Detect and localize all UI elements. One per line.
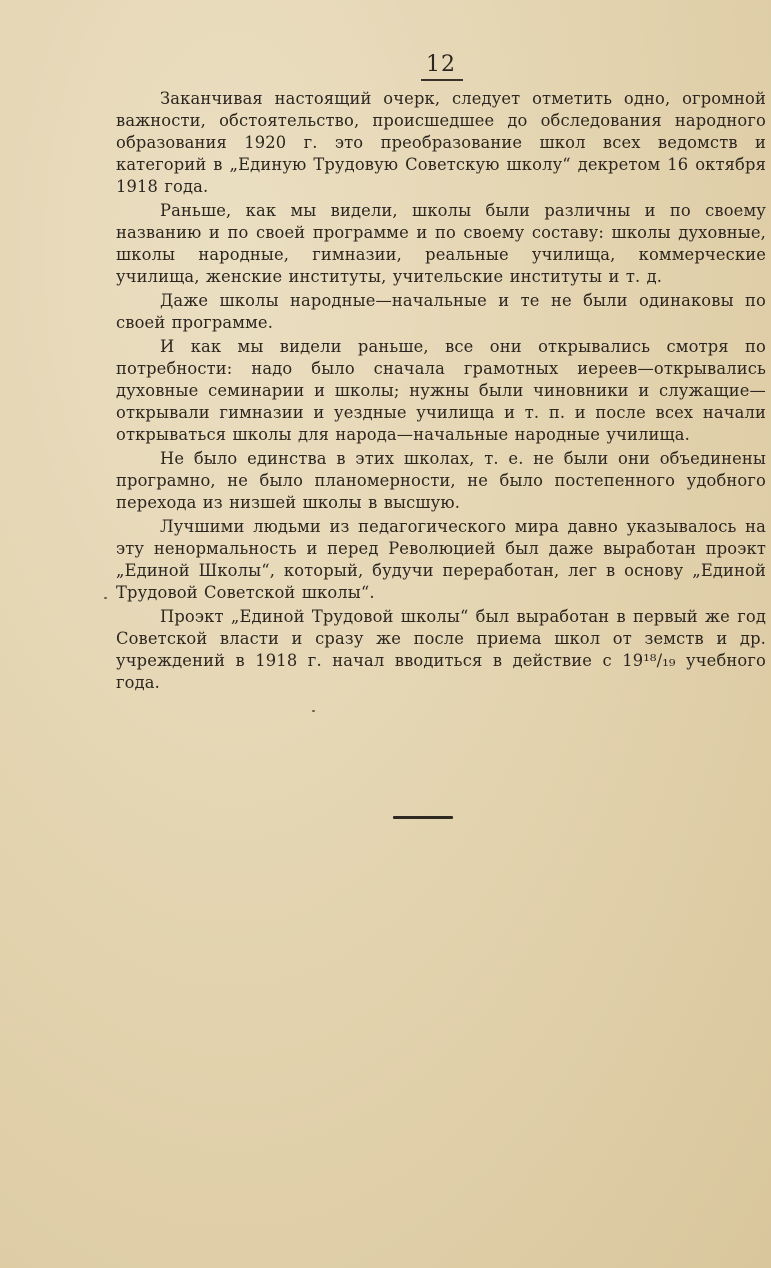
paragraph-3: Даже школы народные—начальные и те не были одинаковы по своей программе. <box>116 291 766 332</box>
paragraph-1: Заканчивая настоящий очерк, следует отметить одно, огромной важности, обстоятельство, происшедшее до обследования народного образования 1920 г. это преобразование школ всех ведомств и категорий в „Единую Трудовую Советскую школу“ декретом 16 октября 1918 года. <box>116 89 766 196</box>
page-number: 12 <box>426 52 456 77</box>
section-end-rule <box>393 816 453 819</box>
paragraph-6: Лучшими людьми из педагогического мира давно указывалось на эту ненормальность и перед Революцией был даже выработан проэкт „Единой Школы“, который, будучи переработан, лег в основу „Единой Трудовой Советской школы“. <box>116 517 766 602</box>
paragraph-5: Не было единства в этих школах, т. е. не были они объединены програмно, не было планомерности, не было постепенного удобного перехода из низшей школы в высшую. <box>116 449 766 512</box>
page-number-underline <box>421 79 463 81</box>
paper-speck <box>312 710 315 712</box>
paragraph-4: И как мы видели раньше, все они открывались смотря по потребности: надо было сначала грамотных иереев—открывались духовные семинарии и школы; нужны были чиновники и служащие—открывали гимназии и уездные училища и т. п. и после всех начали открываться школы для народа—начальные народные училища. <box>116 337 766 444</box>
body-text <box>116 88 766 694</box>
paper-speck <box>104 597 107 599</box>
paragraph-2: Раньше, как мы видели, школы были различны и по своему названию и по своей программе и по своему составу: школы духовные, школы народные, гимназии, реальные училища, коммерческие училища, женские институты, учительские институты и т. д. <box>116 201 766 286</box>
paragraph-7: Проэкт „Единой Трудовой школы“ был выработан в первый же год Советской власти и сразу же после приема школ от земств и др. учреждений в 1918 г. начал вводиться в действие с 19¹⁸/₁₉ учебного года. <box>116 607 766 692</box>
